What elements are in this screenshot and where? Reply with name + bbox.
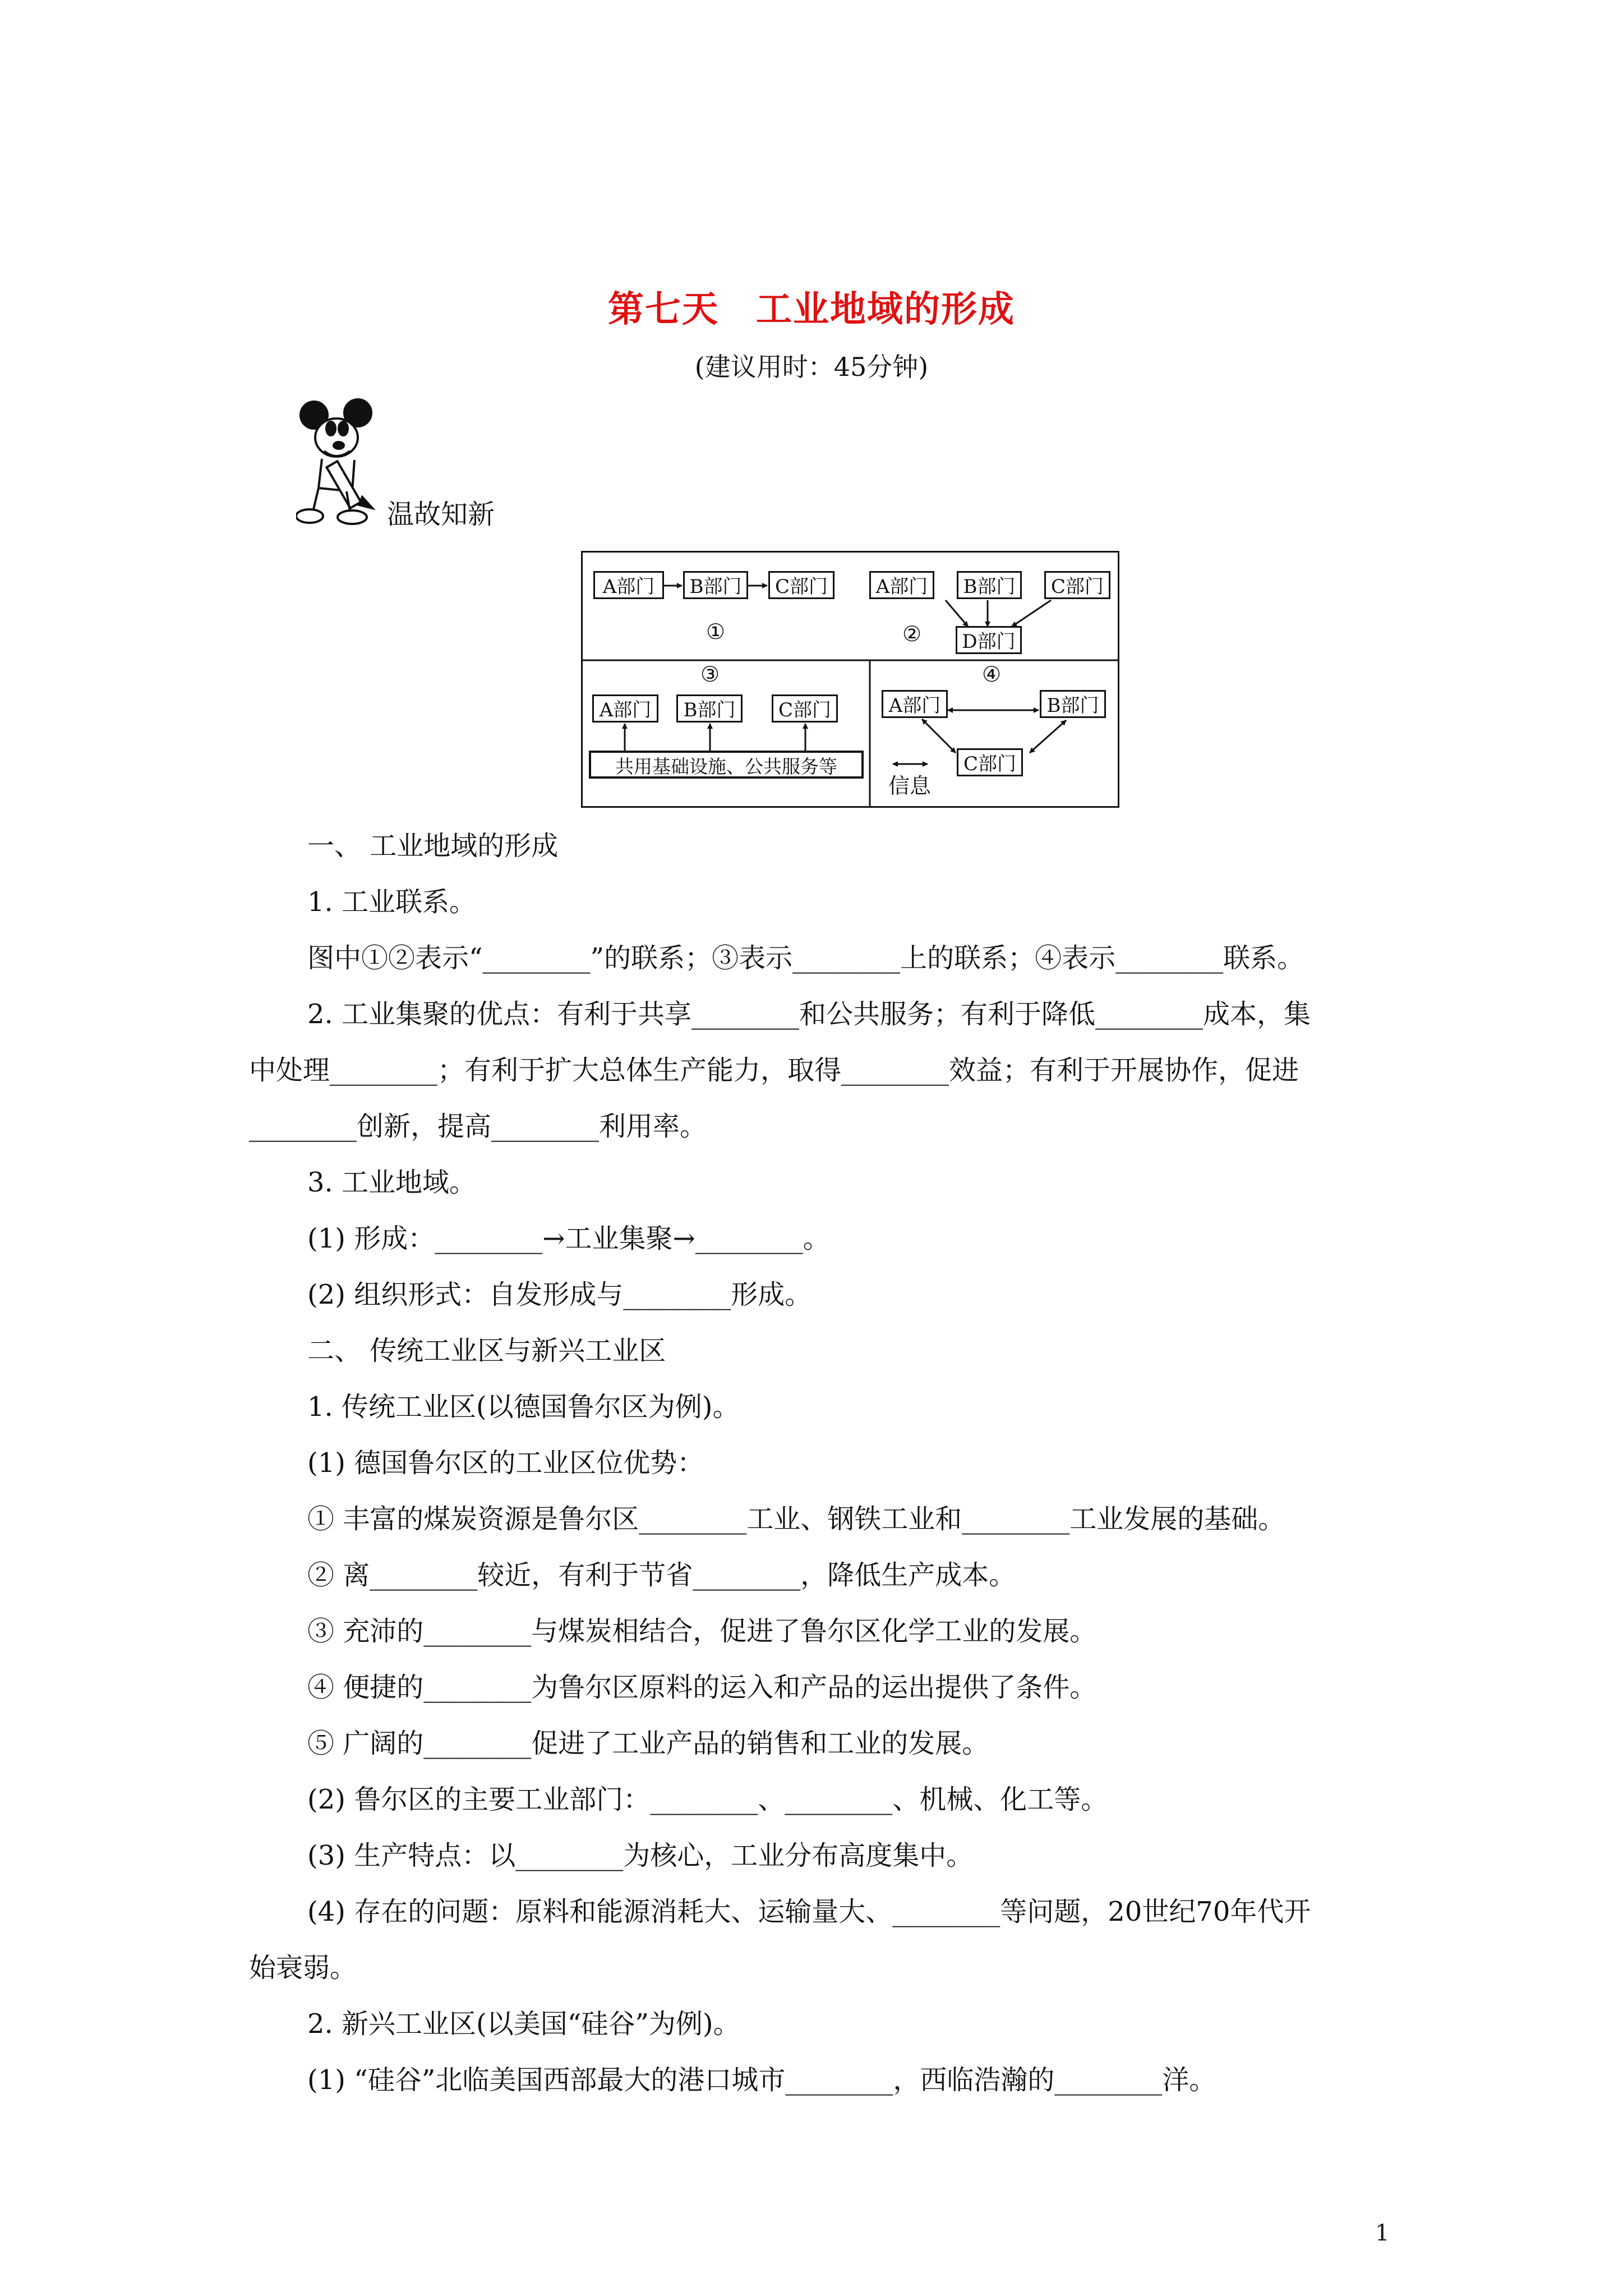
text-line: 2. 工业集聚的优点：有利于共享________和公共服务；有利于降低________成本，集 bbox=[307, 999, 1311, 1030]
panel3-label: ③ bbox=[700, 662, 720, 687]
panel1-box-b: B部门 bbox=[683, 571, 748, 599]
text-line: (1) 形成：________→工业集聚→________。 bbox=[307, 1223, 830, 1254]
panel4-box-c: C部门 bbox=[957, 748, 1023, 776]
industrial-linkage-diagram bbox=[581, 551, 1119, 808]
panel4-box-b: B部门 bbox=[1040, 690, 1106, 718]
mascot-icon bbox=[296, 393, 391, 527]
panel4-legend-label: 信息 bbox=[888, 774, 931, 798]
text-line: (4) 存在的问题：原料和能源消耗大、运输量大、________等问题，20世纪70年代开 bbox=[307, 1896, 1311, 1927]
text-line: 二、 传统工业区与新兴工业区 bbox=[307, 1335, 666, 1366]
text-line: 1. 工业联系。 bbox=[307, 886, 477, 918]
panel1-box-c: C部门 bbox=[768, 571, 834, 599]
panel3-base-box: 共用基础设施、公共服务等 bbox=[589, 751, 864, 779]
panel4-label: ④ bbox=[981, 662, 1002, 687]
text-line: (3) 生产特点：以________为核心，工业分布高度集中。 bbox=[307, 1840, 974, 1871]
panel1-label: ① bbox=[706, 619, 726, 644]
text-line: (2) 组织形式：自发形成与________形成。 bbox=[307, 1279, 812, 1310]
panel2-label: ② bbox=[902, 622, 922, 646]
text-line: ① 丰富的煤炭资源是鲁尔区________工业、钢铁工业和________工业发展的基础。 bbox=[307, 1503, 1285, 1535]
text-line: 中处理________；有利于扩大总体生产能力，取得________效益；有利于开展协作，促进 bbox=[249, 1055, 1299, 1086]
text-line: (2) 鲁尔区的主要工业部门：________、________、机械、化工等。 bbox=[307, 1784, 1108, 1815]
suggested-time: (建议用时：45分钟) bbox=[694, 352, 929, 382]
text-line: 1. 传统工业区(以德国鲁尔区为例)。 bbox=[307, 1391, 740, 1423]
panel3-box-a: A部门 bbox=[592, 694, 658, 723]
text-line: 始衰弱。 bbox=[249, 1952, 357, 1984]
text-line: (1) 德国鲁尔区的工业区位优势： bbox=[307, 1447, 704, 1479]
panel2-box-c: C部门 bbox=[1044, 571, 1110, 599]
panel4-box-a: A部门 bbox=[882, 690, 948, 718]
panel2-box-a: A部门 bbox=[869, 571, 934, 599]
panel2-box-d: D部门 bbox=[956, 626, 1022, 654]
panel3-box-c: C部门 bbox=[772, 694, 838, 723]
text-line: 2. 新兴工业区(以美国“硅谷”为例)。 bbox=[307, 2008, 740, 2040]
text-line: 3. 工业地域。 bbox=[307, 1167, 477, 1198]
page-number: 1 bbox=[1375, 2220, 1390, 2246]
page-title: 第七天 工业地域的形成 bbox=[608, 288, 1015, 330]
panel1-box-a: A部门 bbox=[593, 571, 664, 599]
text-line: ③ 充沛的________与煤炭相结合，促进了鲁尔区化学工业的发展。 bbox=[307, 1616, 1097, 1647]
text-line: ④ 便捷的________为鲁尔区原料的运入和产品的运出提供了条件。 bbox=[307, 1672, 1097, 1703]
panel3-box-b: B部门 bbox=[676, 694, 743, 723]
text-line: ⑤ 广阔的________促进了工业产品的销售和工业的发展。 bbox=[307, 1728, 989, 1759]
section-label: 温故知新 bbox=[387, 499, 495, 530]
text-line: 一、 工业地域的形成 bbox=[307, 830, 559, 862]
text-line: (1) “硅谷”北临美国西部最大的港口城市________，西临浩瀚的________洋。 bbox=[307, 2064, 1216, 2096]
text-line: ________创新，提高________利用率。 bbox=[249, 1111, 707, 1142]
panel2-box-b: B部门 bbox=[957, 571, 1022, 599]
text-line: 图中①②表示“________”的联系；③表示________上的联系；④表示________联系。 bbox=[307, 942, 1304, 974]
text-line: ② 离________较近，有利于节省________，降低生产成本。 bbox=[307, 1559, 1016, 1591]
